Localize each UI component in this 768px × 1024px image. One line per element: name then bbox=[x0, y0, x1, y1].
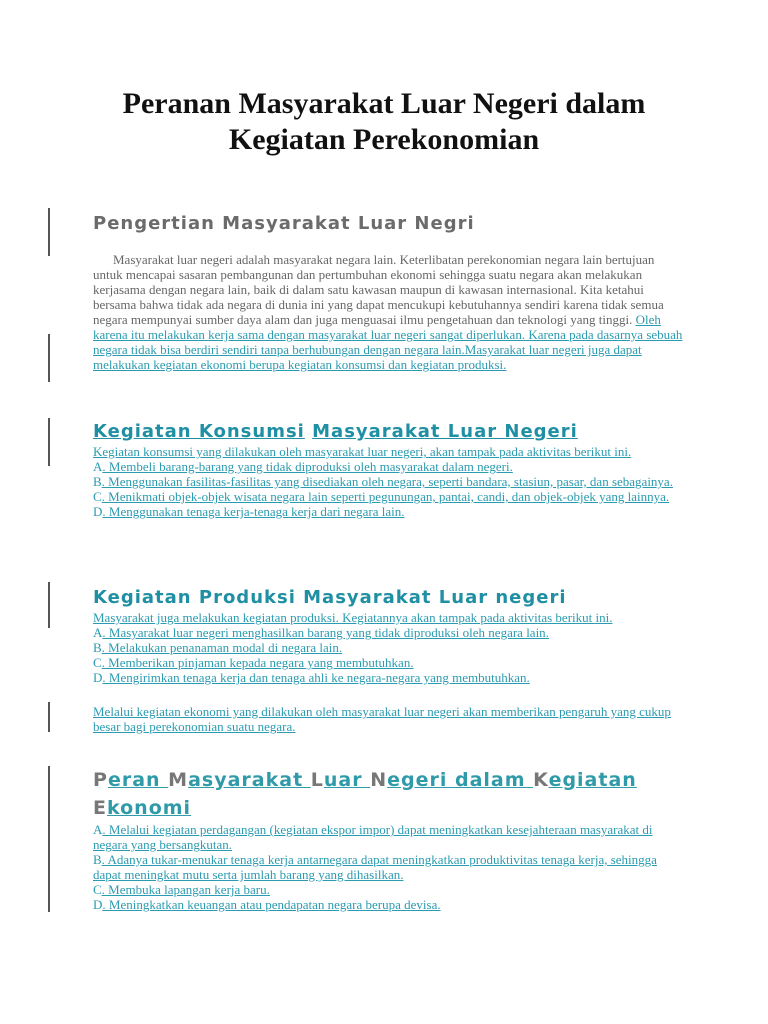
heading-part: L bbox=[310, 769, 324, 791]
section-heading: Pengertian Masyarakat Luar Negri bbox=[93, 213, 475, 234]
item-letter: A bbox=[93, 459, 103, 474]
item-link[interactable]: . Membeli barang-barang yang tidak diproduksi oleh masyarakat dalam negeri. bbox=[102, 459, 513, 474]
heading-part: M bbox=[168, 769, 189, 791]
paragraph-text: Masyarakat luar negeri adalah masyarakat negara lain. Keterlibatan perekonomian negara lain bertujuan untuk mencapai sasaran pembangunan dan pertumbuhan ekonomi sehingga suatu negara akan melakukan kerjasama dengan negara lain, baik di dalam satu kawasan maupun di kawasan internasional. Kita ketahui bersama bahwa tidak ada negara di dunia ini yang dapat mencukupi kebutuhannya sendiri karena tidak semua negara mempunyai sumber daya alam dan juga menguasai ilmu pengetahuan dan teknologi yang tinggi. bbox=[93, 252, 664, 327]
list-item bbox=[93, 882, 683, 897]
item-letter: C bbox=[93, 489, 102, 504]
item-link[interactable]: . Menggunakan tenaga kerja-tenaga kerja dari negara lain. bbox=[102, 504, 405, 519]
list-item bbox=[93, 504, 683, 519]
title-line-1: Peranan Masyarakat Luar Negeri dalam bbox=[122, 87, 646, 120]
intro-link[interactable]: Masyarakat juga melakukan kegiatan produksi. Kegiatannya akan tampak pada aktivitas berikut ini. bbox=[93, 610, 613, 625]
margin-bar bbox=[48, 418, 50, 466]
heading-link[interactable]: Kegiatan Produksi Masyarakat Luar negeri bbox=[93, 587, 567, 608]
heading-link[interactable]: egeri dalam bbox=[387, 769, 534, 791]
list-item bbox=[93, 852, 683, 882]
closing-link[interactable]: Melalui kegiatan ekonomi yang dilakukan oleh masyarakat luar negeri akan memberikan pengaruh yang cukup besar bagi perekonomian suatu negara. bbox=[93, 704, 671, 734]
section-pengertian bbox=[93, 212, 683, 236]
paragraph-link[interactable]: Oleh karena itu melakukan kerja sama dengan masyarakat luar negeri sangat diperlukan. Karena pada dasarnya sebuah negara tidak bisa berdiri sendiri tanpa berhubungan dengan negara lain.Masyarakat luar negeri juga dapat melakukan kegiatan ekonomi berupa kegiatan konsumsi dan kegiatan produksi. bbox=[93, 312, 683, 372]
list-item bbox=[93, 897, 683, 912]
margin-bar bbox=[48, 766, 50, 912]
list-item bbox=[93, 625, 683, 640]
item-letter: B bbox=[93, 852, 102, 867]
list-item bbox=[93, 670, 683, 685]
section-produksi bbox=[93, 586, 683, 685]
item-letter: D bbox=[93, 504, 103, 519]
item-link[interactable]: . Memberikan pinjaman kepada negara yang membutuhkan. bbox=[101, 655, 414, 670]
section-pengertian-body bbox=[93, 252, 683, 372]
paragraph bbox=[93, 444, 683, 459]
item-letter: B bbox=[93, 474, 102, 489]
section-heading bbox=[93, 586, 683, 610]
heading-link[interactable]: Masyarakat Luar Negeri bbox=[312, 421, 578, 442]
heading-part: K bbox=[533, 769, 549, 791]
item-link[interactable]: . Melalui kegiatan perdagangan (kegiatan ekspor impor) dapat meningkatkan kesejahteraan masyarakat di negara yang bersangkutan. bbox=[93, 822, 653, 852]
item-letter: D bbox=[93, 897, 103, 912]
heading-link[interactable]: eran bbox=[107, 769, 169, 791]
heading-link[interactable]: egiatan bbox=[548, 769, 637, 791]
item-link[interactable]: . Menggunakan fasilitas-fasilitas yang disediakan oleh negara, seperti bandara, stasiun, pasar, dan sebagainya. bbox=[101, 474, 673, 489]
heading-link[interactable]: uar bbox=[323, 769, 371, 791]
item-letter: D bbox=[93, 670, 103, 685]
item-link[interactable]: . Adanya tukar-menukar tenaga kerja antarnegara dapat meningkatkan produktivitas tenaga kerja, sehingga dapat meningkat mutu serta jumlah barang yang dihasilkan. bbox=[93, 852, 657, 882]
heading-part: N bbox=[370, 769, 388, 791]
item-link[interactable]: . Membuka lapangan kerja baru. bbox=[101, 882, 270, 897]
item-letter: C bbox=[93, 882, 102, 897]
list-item bbox=[93, 640, 683, 655]
item-link[interactable]: . Melakukan penanaman modal di negara lain. bbox=[101, 640, 343, 655]
list-item bbox=[93, 822, 683, 852]
heading-part: E bbox=[93, 797, 107, 819]
heading-link[interactable]: Kegiatan Konsumsi bbox=[93, 421, 305, 442]
item-link[interactable]: . Masyarakat luar negeri menghasilkan barang yang tidak diproduksi oleh negara lain. bbox=[102, 625, 549, 640]
heading-part: P bbox=[93, 769, 108, 791]
section-heading bbox=[93, 420, 683, 444]
item-letter: A bbox=[93, 625, 103, 640]
section-peran bbox=[93, 766, 683, 912]
margin-bar bbox=[48, 582, 50, 628]
section-produksi-closing bbox=[93, 704, 683, 734]
item-letter: C bbox=[93, 655, 102, 670]
list-item bbox=[93, 459, 683, 474]
section-heading bbox=[93, 766, 683, 822]
margin-bar bbox=[48, 208, 50, 256]
item-link[interactable]: . Mengirimkan tenaga kerja dan tenaga ahli ke negara-negara yang membutuhkan. bbox=[102, 670, 530, 685]
paragraph bbox=[93, 610, 683, 625]
item-link[interactable]: . Menikmati objek-objek wisata negara lain seperti pegunungan, pantai, candi, dan objek-objek yang lainnya. bbox=[101, 489, 670, 504]
item-letter: B bbox=[93, 640, 102, 655]
list-item bbox=[93, 489, 683, 504]
item-link[interactable]: . Meningkatkan keuangan atau pendapatan negara berupa devisa. bbox=[102, 897, 441, 912]
heading-link[interactable]: asyarakat bbox=[188, 769, 311, 791]
section-konsumsi bbox=[93, 420, 683, 519]
list-item bbox=[93, 655, 683, 670]
heading-link[interactable]: konomi bbox=[106, 797, 192, 819]
title-line-2: Kegiatan Perekonomian bbox=[228, 123, 540, 156]
margin-bar bbox=[48, 702, 50, 732]
paragraph bbox=[93, 252, 683, 372]
margin-bar bbox=[48, 334, 50, 382]
list-item bbox=[93, 474, 683, 489]
paragraph bbox=[93, 704, 683, 734]
intro-link[interactable]: Kegiatan konsumsi yang dilakukan oleh masyarakat luar negeri, akan tampak pada aktivitas berikut ini. bbox=[93, 444, 632, 459]
item-letter: A bbox=[93, 822, 103, 837]
document-title bbox=[60, 86, 708, 158]
